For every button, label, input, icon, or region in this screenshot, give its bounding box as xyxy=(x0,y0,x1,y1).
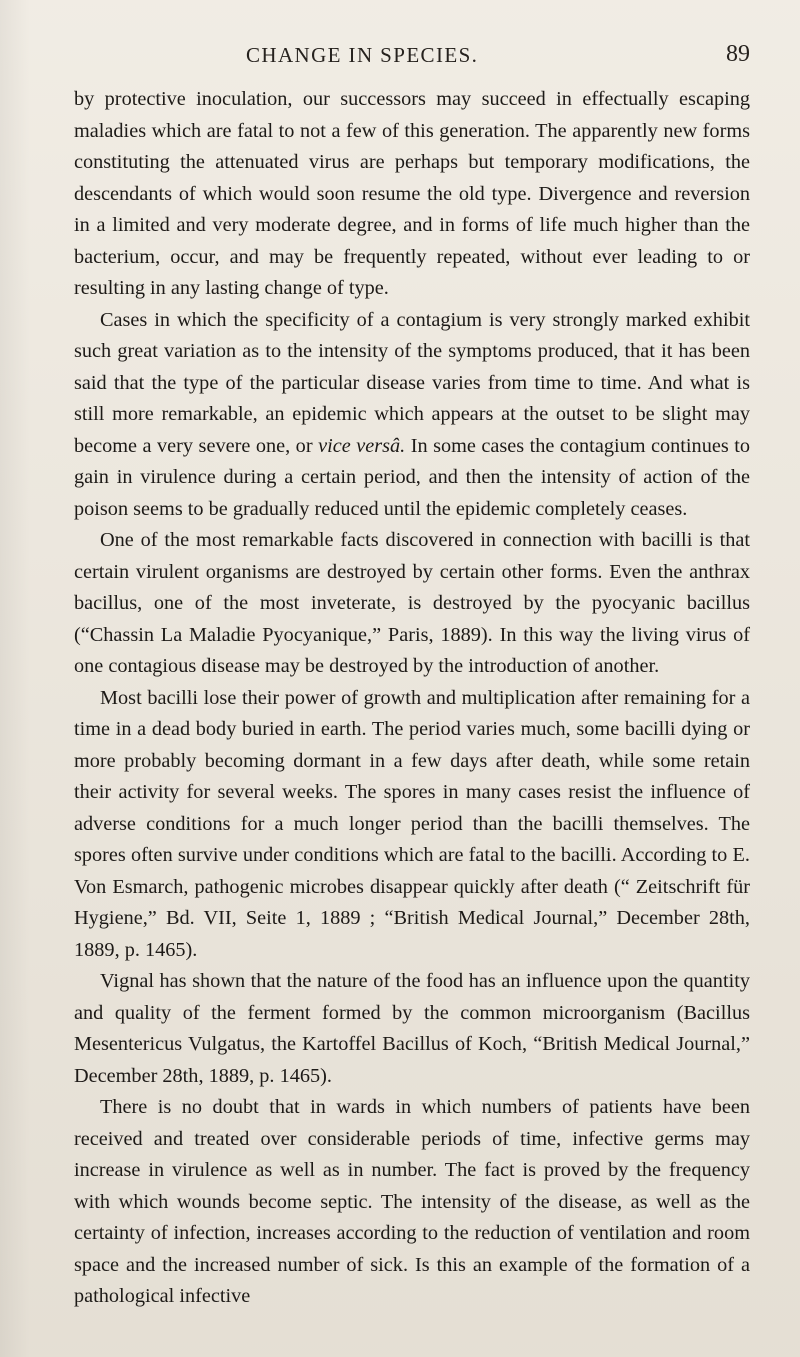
paragraph: There is no doubt that in wards in which numbers of patients have been received and treated over considerable periods of time, infective germs may increase in virulence as well as in number. The fact is proved by the frequency with which wounds become septic. The intensity of the disease, as well as the certainty of infection, increases according to the reduction of ventilation and room space and the increased number of sick. Is this an example of the formation of a pathological infective xyxy=(74,1096,750,1307)
paragraph: Vignal has shown that the nature of the food has an influence upon the quantity and quality of the ferment formed by the common microorganism (Bacillus Mesentericus Vulgatus, the Kartoffel Bacillus of Koch, “British Medical Journal,” December 28th, 1889, p. 1465). xyxy=(74,970,750,1087)
body-text xyxy=(74,84,750,1313)
paragraph xyxy=(74,305,750,526)
paragraph-text: In some cases the contagium continues to gain in virulence during a certain period, and then the intensity of action of the poison seems to be gradually reduced until the epidemic completely ceases. xyxy=(74,434,750,520)
italic-phrase: vice versâ. xyxy=(318,434,406,457)
running-title: CHANGE IN SPECIES. xyxy=(246,43,479,67)
page-number: 89 xyxy=(726,41,750,67)
paragraph: by protective inoculation, our successors may succeed in effectually escaping maladies which are fatal to not a few of this generation. The apparently new forms constituting the attenuated virus are perhaps but temporary modifications, the descendants of which would soon resume the old type. Divergence and reversion in a limited and very moderate degree, and in forms of life much higher than the bacterium, occur, and may be frequently repeated, without ever leading to or resulting in any lasting change of type. xyxy=(74,88,750,299)
page-header xyxy=(74,43,754,83)
paragraph: One of the most remarkable facts discovered in connection with bacilli is that certain virulent organisms are destroyed by certain other forms. Even the anthrax bacillus, one of the most inveterate, is destroyed by the pyocyanic bacillus (“Chassin La Maladie Pyocyanique,” Paris, 1889). In this way the living virus of one contagious disease may be destroyed by the introduction of another. xyxy=(74,529,750,677)
paragraph: Most bacilli lose their power of growth and multiplication after remaining for a time in a dead body buried in earth. The period varies much, some bacilli dying or more probably becoming dormant in a few days after death, while some retain their activity for several weeks. The spores in many cases resist the influence of adverse conditions for a much longer period than the bacilli themselves. The spores often survive under conditions which are fatal to the bacilli. According to E. Von Esmarch, pathogenic microbes disappear quickly after death (“ Zeitschrift für Hygiene,” Bd. VII, Seite 1, 1889 ; “British Medical Journal,” December 28th, 1889, p. 1465). xyxy=(74,686,750,961)
paragraph-text: Cases in which the specificity of a contagium is very strongly marked exhibit such great variation as to the intensity of the symptoms produced, that it has been said that the type of the particular disease varies from time to time. And what is still more remarkable, an epidemic which appears at the outset to be slight may become a very severe one, or xyxy=(74,308,750,457)
